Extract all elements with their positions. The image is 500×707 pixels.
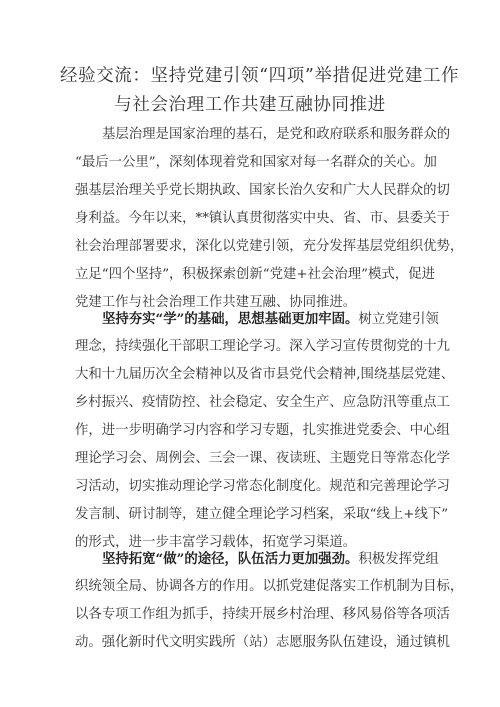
- document-title-line-2: 与社会治理工作共建互融协同推进: [114, 95, 386, 115]
- paragraph-line: 社会治理部署要求，深化以党建引领，充分发挥基层党组织优势，: [75, 239, 464, 254]
- paragraph-line: 乡村振兴、疫情防控、社会稳定、安全生产、应急防汛等重点工: [75, 395, 450, 410]
- document-title-line-1: 经验交流：坚持党建引领“四项”举措促进党建工作: [60, 66, 460, 86]
- paragraph-line: 发言制、研讨制等，建立健全理论学习档案，采取“线上+线下”: [75, 507, 449, 522]
- paragraph-line: 大和十九届历次全会精神以及省市县党代会精神,围绕基层党建、: [75, 367, 455, 382]
- paragraph-line: 织统领全局、协调各方的作用。以抓党建促落实工作机制为目标，: [75, 579, 464, 594]
- section-heading: 坚持拓宽“做”的途径，队伍活力更加强劲。: [102, 551, 359, 567]
- paragraph-line: 理念，持续强化干部职工理论学习。深入学习宣传贯彻党的十九: [75, 339, 450, 354]
- paragraph-text: 树立党建引领: [358, 312, 439, 327]
- section-heading: 坚持夯实“学”的基础，思想基础更加牢固。: [102, 311, 359, 327]
- paragraph-line: 强基层治理关乎党长期执政、国家长治久安和广大人民群众的切: [75, 183, 450, 198]
- paragraph-line: 基层治理是国家治理的基石，是党和政府联系和服务群众的: [102, 127, 451, 142]
- paragraph-line: 立足“四个坚持”，积极探索创新“党建+社会治理”模式，促进: [75, 267, 435, 282]
- paragraph-line: 习活动，切实推动理论学习常态化制度化。规范和完善理论学习: [75, 479, 450, 494]
- paragraph-line: “最后一公里”，深刻体现着党和国家对每一名群众的关心。加: [75, 155, 437, 170]
- paragraph-line: 身利益。今年以来，**镇认真贯彻落实中央、省、市、县委关于: [75, 211, 450, 226]
- paragraph-line: 动。强化新时代文明实践所（站）志愿服务队伍建设，通过镇机: [75, 635, 450, 650]
- paragraph-line: 的形式，进一步丰富学习载体，拓宽学习渠道。: [75, 535, 357, 550]
- paragraph-first-line: [102, 309, 439, 330]
- paragraph-text: 积极发挥党组: [358, 552, 439, 567]
- paragraph-line: 党建工作与社会治理工作共建互融、协同推进。: [75, 295, 357, 310]
- paragraph-line: 以各专项工作组为抓手，持续开展乡村治理、移风易俗等各项活: [75, 607, 450, 622]
- paragraph-line: 理论学习会、周例会、三会一课、夜读班、主题党日等常态化学: [75, 451, 450, 466]
- paragraph-first-line: [102, 549, 439, 570]
- paragraph-line: 作，进一步明确学习内容和学习专题，扎实推进党委会、中心组: [75, 423, 450, 438]
